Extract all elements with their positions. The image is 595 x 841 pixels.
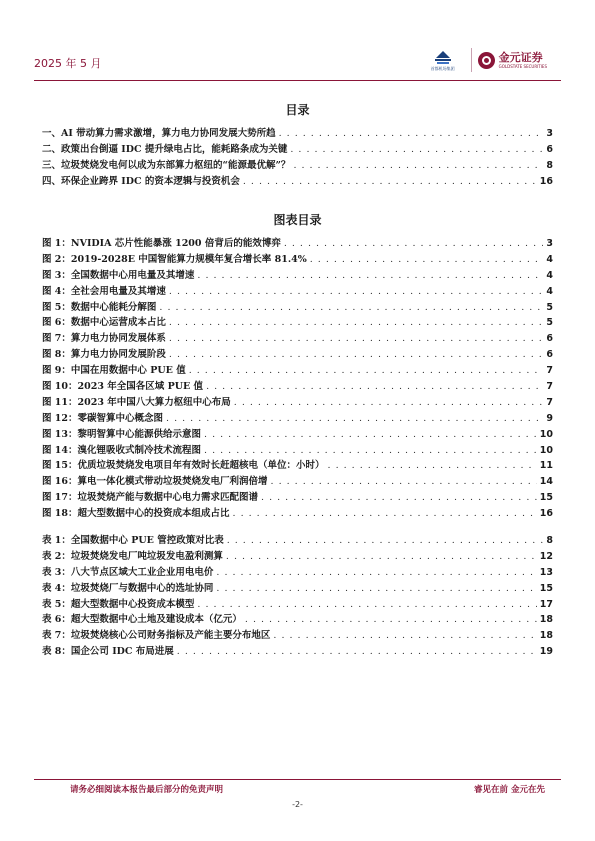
entry-page-number: 14 [539, 476, 553, 488]
figures-title: 图表目录 [273, 213, 322, 227]
dot-leader [234, 397, 544, 408]
entry-label: 图 18：超大型数据中心的投资成本组成占比 [42, 508, 230, 520]
entry-label: 表 7：垃圾焚烧核心公司财务指标及产能主要分布地区 [42, 630, 271, 642]
entry-page-number: 4 [546, 285, 553, 297]
dot-leader [261, 492, 537, 503]
entry-page-number: 7 [546, 396, 553, 408]
entry-page-number: 10 [539, 444, 553, 456]
goldstate-logo [478, 52, 547, 69]
toc-entry[interactable] [42, 141, 553, 157]
logo-divider [471, 48, 472, 72]
entry-label: 图 12：零碳智算中心概念图 [42, 412, 164, 424]
entry-label: 图 13：黎明智算中心能源供给示意图 [42, 428, 202, 440]
goldstate-en-name: GOLDSTATE SECURITIES [498, 63, 547, 69]
toc-entry[interactable] [42, 410, 553, 426]
entry-label: 图 11：2023 年中国八大算力枢纽中心布局 [42, 396, 231, 408]
entry-label: 图 15：优质垃圾焚烧发电项目年有效时长赶超核电（单位：小时） [42, 460, 325, 472]
toc-entry[interactable] [42, 314, 553, 330]
toc-entry[interactable] [42, 473, 553, 489]
entry-label: 四、环保企业跨界 IDC 的资本逻辑与投资机会 [42, 175, 240, 187]
entry-label: 表 6：超大型数据中心土地及建设成本（亿元） [42, 614, 242, 626]
entry-label: 表 2：垃圾焚烧发电厂吨垃圾发电盈利测算 [42, 550, 223, 562]
toc-entry[interactable] [42, 283, 553, 299]
dot-leader [169, 349, 543, 360]
dot-leader [233, 508, 537, 519]
entry-label: 一、AI 带动算力需求激增，算力电力协同发展大势所趋 [42, 128, 276, 139]
toc-entry[interactable] [42, 267, 553, 283]
entry-page-number: 12 [539, 550, 553, 562]
dot-leader [284, 238, 544, 249]
entry-page-number: 16 [539, 175, 553, 187]
entry-label: 表 1：全国数据中心 PUE 管控政策对比表 [42, 535, 224, 546]
dot-leader [293, 160, 543, 171]
dot-leader [197, 599, 536, 610]
toc-entry[interactable] [42, 489, 553, 505]
toc-entry[interactable] [42, 580, 553, 596]
dot-leader [189, 365, 544, 376]
entry-label: 图 1：NVIDIA 芯片性能暴涨 1200 倍背后的能效博弈 [42, 238, 281, 249]
company-slogan: 睿见在前 金元在先 [474, 785, 545, 795]
toc-entry[interactable] [42, 251, 553, 267]
entry-page-number: 11 [539, 460, 553, 472]
dot-leader [159, 302, 543, 313]
toc-entry[interactable] [42, 394, 553, 410]
toc-entry[interactable] [42, 548, 553, 564]
entry-page-number: 7 [546, 365, 553, 377]
entry-label: 表 5：超大型数据中心投资成本模型 [42, 598, 195, 610]
toc-entry[interactable] [42, 532, 553, 548]
entry-page-number: 9 [546, 412, 553, 424]
dot-leader [243, 176, 537, 187]
dot-leader [216, 567, 536, 578]
entry-page-number: 13 [539, 566, 553, 578]
toc-entry[interactable] [42, 299, 553, 315]
dot-leader [177, 646, 537, 657]
toc-entry[interactable] [42, 362, 553, 378]
dot-leader [169, 286, 543, 297]
dot-leader [169, 333, 543, 344]
entry-page-number: 6 [546, 333, 553, 345]
entry-page-number: 15 [539, 492, 553, 504]
logo-caption: 首都机场集团 [430, 65, 455, 71]
entry-page-number: 3 [546, 128, 553, 139]
dot-leader [204, 445, 537, 456]
capital-airports-logo [421, 50, 465, 71]
dot-leader [279, 128, 544, 139]
toc-entry[interactable] [42, 125, 553, 141]
entry-page-number: 18 [539, 614, 553, 626]
entry-page-number: 19 [539, 646, 553, 658]
header-logos [421, 46, 547, 74]
toc-entry[interactable] [42, 330, 553, 346]
header-rule [34, 80, 561, 81]
toc-list [42, 125, 553, 189]
toc-entry[interactable] [42, 627, 553, 643]
toc-entry[interactable] [42, 346, 553, 362]
entry-label: 图 4：全社会用电量及其增速 [42, 285, 166, 297]
airport-emblem-icon [432, 50, 454, 66]
entry-label: 图 14：溴化锂吸收式制冷技术流程图 [42, 444, 202, 456]
entry-label: 图 3：全国数据中心用电量及其增速 [42, 269, 195, 281]
dot-leader [310, 254, 544, 265]
dot-leader [328, 460, 537, 471]
entry-label: 图 5：数据中心能耗分解图 [42, 301, 157, 313]
dot-leader [290, 144, 543, 155]
entry-label: 二、政策出台倒逼 IDC 提升绿电占比，能耗路条成为关键 [42, 143, 288, 155]
entry-page-number: 15 [539, 582, 553, 594]
toc-entry[interactable] [42, 505, 553, 521]
footer-rule [34, 779, 561, 780]
dot-leader [226, 551, 537, 562]
tables-list [42, 532, 553, 659]
entry-page-number: 8 [546, 159, 553, 171]
toc-entry[interactable] [42, 157, 553, 173]
entry-label: 图 2：2019-2028E 中国智能算力规模年复合增长率 81.4% [42, 253, 307, 265]
entry-page-number: 6 [546, 349, 553, 361]
entry-label: 表 8：国企公司 IDC 布局进展 [42, 646, 174, 658]
entry-label: 图 9：中国在用数据中心 PUE 值 [42, 365, 186, 377]
entry-label: 表 4：垃圾焚烧厂与数据中心的选址协同 [42, 582, 214, 594]
toc-entry[interactable] [42, 611, 553, 627]
entry-label: 图 7：算力电力协同发展体系 [42, 333, 166, 345]
entry-page-number: 18 [539, 630, 553, 642]
toc-entry[interactable] [42, 173, 553, 189]
entry-page-number: 10 [539, 428, 553, 440]
dot-leader [271, 476, 537, 487]
entry-page-number: 4 [546, 253, 553, 265]
entry-label: 图 8：算力电力协同发展阶段 [42, 349, 166, 361]
dot-leader [169, 317, 543, 328]
page-number: -2- [292, 800, 303, 809]
entry-page-number: 4 [546, 269, 553, 281]
dot-leader [216, 583, 536, 594]
dot-leader [197, 270, 543, 281]
entry-page-number: 16 [539, 508, 553, 520]
entry-page-number: 6 [546, 143, 553, 155]
entry-label: 表 3：八大节点区域大工业企业用电电价 [42, 566, 214, 578]
dot-leader [227, 535, 544, 546]
toc-entry[interactable] [42, 235, 553, 251]
entry-page-number: 7 [546, 381, 553, 393]
toc-entry[interactable] [42, 564, 553, 580]
entry-label: 图 16：算电一体化模式带动垃圾焚烧发电厂利润倍增 [42, 476, 268, 488]
toc-entry[interactable] [42, 643, 553, 659]
dot-leader [204, 429, 537, 440]
report-date: 2025 年 5 月 [34, 57, 102, 70]
entry-label: 图 17：垃圾焚烧产能与数据中心电力需求匹配图谱 [42, 492, 259, 504]
disclaimer-note: 请务必细阅读本报告最后部分的免责声明 [70, 785, 224, 795]
goldstate-name: 金元证券 [498, 50, 543, 64]
goldstate-emblem-icon [478, 52, 495, 69]
toc-entry[interactable] [42, 457, 553, 473]
dot-leader [245, 614, 537, 625]
dot-leader [206, 381, 543, 392]
toc-entry[interactable] [42, 378, 553, 394]
toc-entry[interactable] [42, 442, 553, 458]
entry-label: 图 10：2023 年全国各区域 PUE 值 [42, 381, 204, 393]
dot-leader [273, 630, 536, 641]
entry-page-number: 3 [546, 238, 553, 249]
entry-page-number: 5 [546, 317, 553, 329]
entry-page-number: 8 [546, 535, 553, 546]
entry-page-number: 5 [546, 301, 553, 313]
dot-leader [166, 413, 543, 424]
toc-title: 目录 [285, 103, 310, 117]
toc-entry[interactable] [42, 596, 553, 612]
figures-list [42, 235, 553, 521]
entry-label: 图 6：数据中心运营成本占比 [42, 317, 166, 329]
toc-entry[interactable] [42, 426, 553, 442]
entry-label: 三、垃圾焚烧发电何以成为东部算力枢纽的“能源最优解”？ [42, 159, 291, 171]
entry-page-number: 17 [539, 598, 553, 610]
